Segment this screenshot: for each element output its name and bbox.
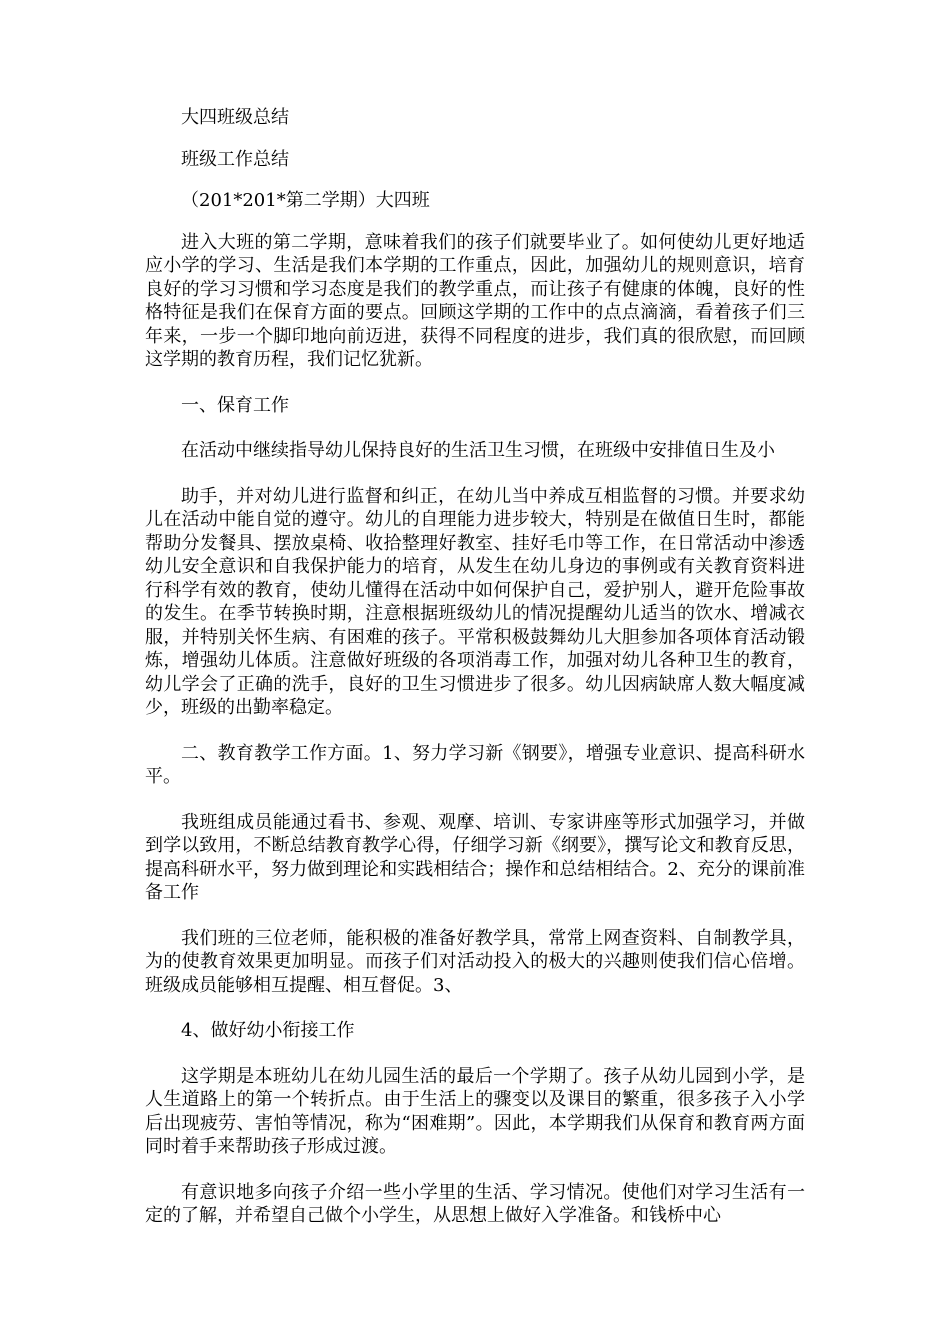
paragraph-transition-1: 这学期是本班幼儿在幼儿园生活的最后一个学期了。孩子从幼儿园到小学，是人生道路上的第一个转折点。由于生活上的骤变以及课目的繁重，很多孩子入小学后出现疲劳、害怕等情况，称为“困难期”。因此，本学期我们从保育和教育两方面同时着手来帮助孩子形成过渡。 <box>145 1065 805 1157</box>
document-page <box>145 106 805 1250</box>
section-heading-transition: 4、做好幼小衔接工作 <box>181 1020 355 1041</box>
section-heading-care: 一、保育工作 <box>181 394 289 416</box>
paragraph-teaching-study: 我班组成员能通过看书、参观、观摩、培训、专家讲座等形式加强学习，并做到学以致用，不断总结教育教学心得，仔细学习新《纲要》，撰写论文和教育反思，提高科研水平，努力做到理论和实践相结合；操作和总结相结合。2、充分的课前准备工作 <box>145 811 805 903</box>
paragraph-teaching-prep: 我们班的三位老师，能积极的准备好教学具，常常上网查资料、自制教学具，为的使教育效果更加明显。而孩子们对活动投入的极大的兴趣则使我们信心倍增。班级成员能够相互提醒、相互督促。3、 <box>145 927 805 996</box>
document-title: 大四班级总结 <box>181 107 289 128</box>
paragraph-care-1: 在活动中继续指导幼儿保持良好的生活卫生习惯，在班级中安排值日生及小 <box>181 440 775 461</box>
section-heading-teaching: 二、教育教学工作方面。1、努力学习新《钢要》，增强专业意识、提高科研水平。 <box>145 742 805 787</box>
document-term: （201*201*第二学期）大四班 <box>181 190 430 211</box>
document-subtitle: 班级工作总结 <box>181 148 289 170</box>
paragraph-intro: 进入大班的第二学期，意味着我们的孩子们就要毕业了。如何使幼儿更好地适应小学的学习、生活是我们本学期的工作重点，因此，加强幼儿的规则意识，培育良好的学习习惯和学习态度是我们的教学重点，而让孩子有健康的体魄，良好的性格特征是我们在保育方面的要点。回顾这学期的工作中的点点滴滴，看着孩子们三年来，一步一个脚印地向前迈进，获得不同程度的进步，我们真的很欣慰，而回顾这学期的教育历程，我们记忆犹新。 <box>145 231 805 370</box>
paragraph-transition-2: 有意识地多向孩子介绍一些小学里的生活、学习情况。使他们对学习生活有一定的了解，并希望自己做个小学生，从思想上做好入学准备。和钱桥中心 <box>145 1181 805 1226</box>
paragraph-care-2: 助手，并对幼儿进行监督和纠正，在幼儿当中养成互相监督的习惯。并要求幼儿在活动中能自觉的遵守。幼儿的自理能力进步较大，特别是在做值日生时，都能帮助分发餐具、摆放桌椅、收拾整理好教室、挂好毛巾等工作，在日常活动中渗透幼儿安全意识和自我保护能力的培育，从发生在幼儿身边的事例或有关教育资料进行科学有效的教育，使幼儿懂得在活动中如何保护自己，爱护别人，避开危险事故的发生。在季节转换时期，注意根据班级幼儿的情况提醒幼儿适当的饮水、增减衣服，并特别关怀生病、有困难的孩子。平常积极鼓舞幼儿大胆参加各项体育活动锻炼，增强幼儿体质。注意做好班级的各项消毒工作，加强对幼儿各种卫生的教育，幼儿学会了正确的洗手，良好的卫生习惯进步了很多。幼儿因病缺席人数大幅度减少，班级的出勤率稳定。 <box>145 485 805 718</box>
